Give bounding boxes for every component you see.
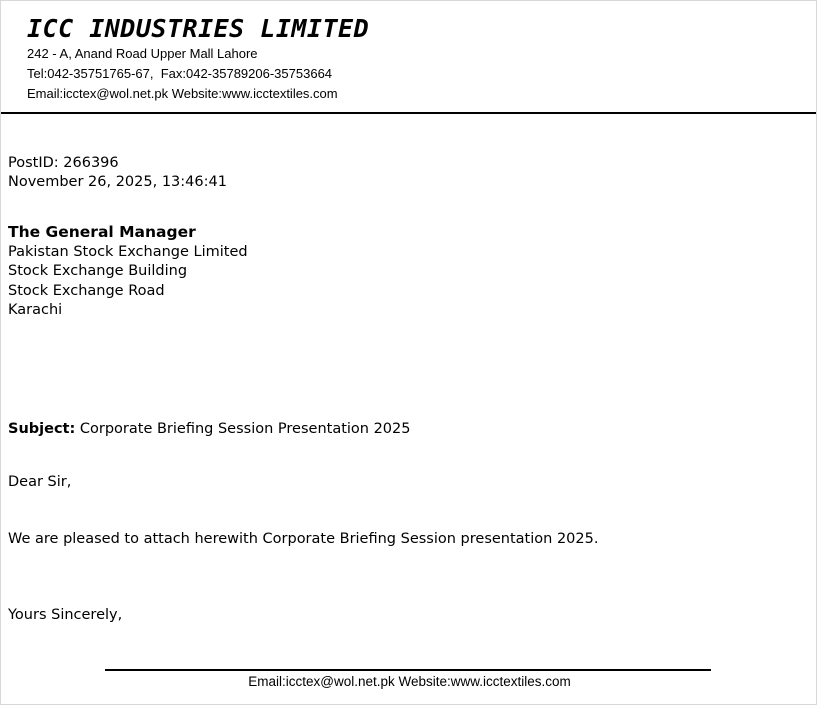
addressee-line-3: Stock Exchange Road	[8, 282, 165, 299]
salutation: Dear Sir,	[8, 474, 72, 490]
subject-label: Subject:	[8, 421, 76, 437]
addressee-line-2: Stock Exchange Building	[8, 263, 188, 279]
post-id: PostID: 266396	[8, 155, 119, 171]
addressee-block	[8, 223, 248, 321]
post-timestamp: November 26, 2025, 13:46:41	[8, 174, 227, 190]
signoff: Yours Sincerely,	[8, 607, 123, 623]
company-address: 242 - A, Anand Road Upper Mall Lahore	[27, 45, 258, 61]
addressee-line-1: Pakistan Stock Exchange Limited	[8, 243, 248, 260]
company-email-website: Email:icctex@wol.net.pk Website:www.icctextiles.com	[27, 86, 338, 102]
addressee-title: The General Manager	[8, 223, 196, 241]
addressee-line-4: Karachi	[8, 302, 63, 318]
letterhead	[1, 1, 817, 114]
footer-divider	[105, 669, 711, 671]
subject-value: Corporate Briefing Session Presentation 2025	[79, 421, 411, 437]
footer-contact: Email:icctex@wol.net.pk Website:www.icctextiles.com	[248, 674, 571, 689]
company-name: ICC INDUSTRIES LIMITED	[27, 14, 370, 43]
company-phone-fax: Tel:042-35751765-67, Fax:042-35789206-35753664	[27, 65, 333, 81]
body-paragraph: We are pleased to attach herewith Corporate Briefing Session presentation 2025.	[8, 531, 599, 547]
subject-line	[8, 421, 411, 437]
